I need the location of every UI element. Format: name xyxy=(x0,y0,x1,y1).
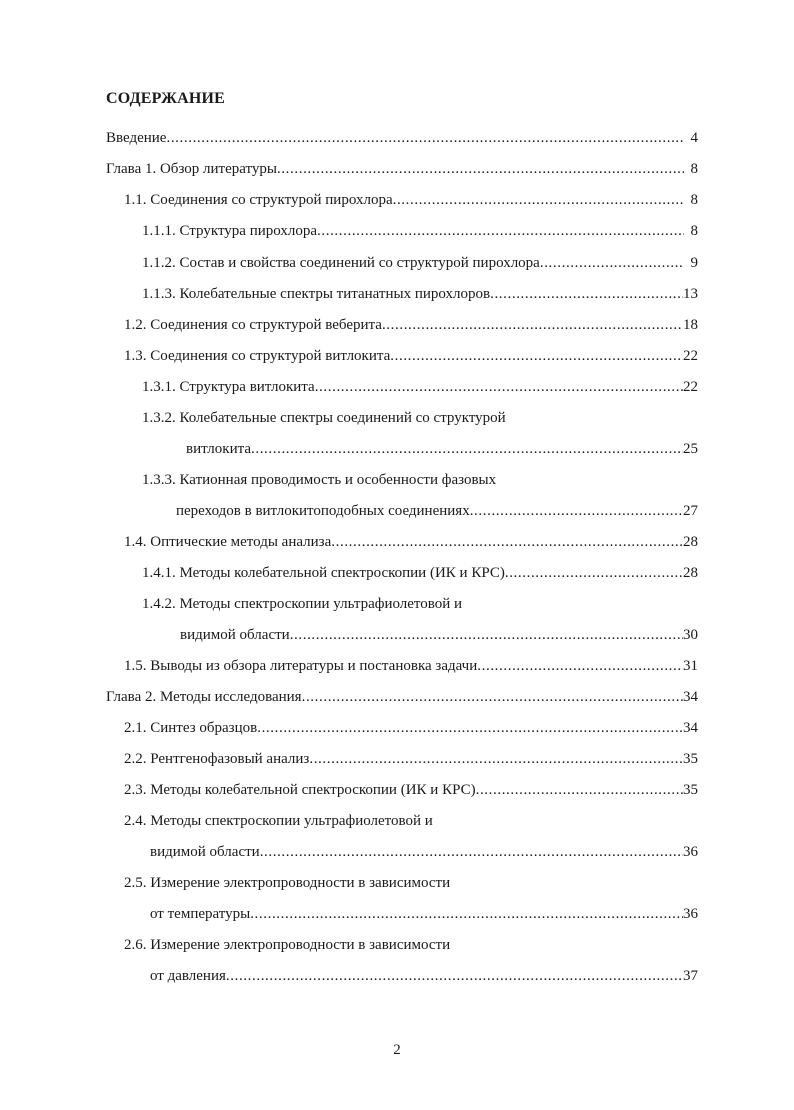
toc-entry-intro[interactable] xyxy=(106,127,698,149)
toc-entry-1-3-1[interactable] xyxy=(142,376,698,398)
toc-entry-2-5-line1[interactable]: 2.5. Измерение электропроводности в зависимости xyxy=(124,875,451,891)
toc-entry-text: 1.5. Выводы из обзора литературы и постановка задачи xyxy=(124,658,478,674)
dot-leader xyxy=(317,220,684,242)
toc-entry-page: 27 xyxy=(683,503,698,519)
toc-entry-page: 8 xyxy=(690,161,698,177)
toc-entry-text: Введение xyxy=(106,130,167,146)
dot-leader xyxy=(540,252,684,274)
toc-entry-text: от температуры xyxy=(150,906,251,922)
dot-leader xyxy=(470,500,683,522)
toc-title: СОДЕРЖАНИЕ xyxy=(106,90,226,107)
toc-entry-1-4-2[interactable] xyxy=(180,624,698,646)
dot-leader xyxy=(260,841,683,863)
toc-entry-text: Глава 2. Методы исследования xyxy=(106,689,302,705)
toc-entry-text: 2.2. Рентгенофазовый анализ xyxy=(124,751,310,767)
toc-entry-page: 28 xyxy=(683,565,698,581)
toc-entry-page: 37 xyxy=(683,968,698,984)
toc-entry-page: 25 xyxy=(683,441,698,457)
toc-entry-1-4-2-line1[interactable]: 1.4.2. Методы спектроскопии ультрафиолетовой и xyxy=(142,596,463,612)
toc-entry-text: видимой области xyxy=(150,844,260,860)
toc-entry-2-3[interactable] xyxy=(124,779,698,801)
dot-leader xyxy=(505,562,683,584)
toc-entry-text: Глава 1. Обзор литературы xyxy=(106,161,277,177)
toc-entry-2-4[interactable] xyxy=(150,841,698,863)
toc-entry-text: 2.1. Синтез образцов xyxy=(124,720,258,736)
toc-entry-page: 31 xyxy=(683,658,698,674)
dot-leader xyxy=(309,748,683,770)
toc-entry-1-3-2[interactable] xyxy=(186,438,698,460)
toc-entry-1-1[interactable] xyxy=(124,189,698,211)
toc-entry-chapter-1[interactable] xyxy=(106,158,698,180)
toc-entry-text: 2.3. Методы колебательной спектроскопии (ИК и КРС) xyxy=(124,782,476,798)
toc-entry-1-2[interactable] xyxy=(124,314,698,336)
dot-leader xyxy=(257,717,683,739)
toc-entry-text: видимой области xyxy=(180,627,290,643)
dot-leader xyxy=(490,283,683,305)
toc-entry-1-3-3[interactable] xyxy=(176,500,698,522)
dot-leader xyxy=(290,624,683,646)
toc-entry-page: 34 xyxy=(683,720,698,736)
toc-entry-1-1-3[interactable] xyxy=(142,283,698,305)
toc-entry-text: от давления xyxy=(150,968,226,984)
toc-entry-page: 35 xyxy=(683,782,698,798)
toc-entry-text: 1.3. Соединения со структурой витлокита xyxy=(124,348,391,364)
toc-entry-page: 28 xyxy=(683,534,698,550)
toc-entry-1-4[interactable] xyxy=(124,531,698,553)
dot-leader xyxy=(302,686,683,708)
dot-leader xyxy=(251,438,683,460)
toc-entry-page: 30 xyxy=(683,627,698,643)
toc-entry-page: 22 xyxy=(683,379,698,395)
toc-entry-2-2[interactable] xyxy=(124,748,698,770)
dot-leader xyxy=(476,779,683,801)
toc-entry-text: 1.4.1. Методы колебательной спектроскопии (ИК и КРС) xyxy=(142,565,505,581)
toc-entry-1-1-1[interactable] xyxy=(142,220,698,242)
toc-entry-1-5[interactable] xyxy=(124,655,698,677)
dot-leader xyxy=(166,127,684,149)
toc-entry-chapter-2[interactable] xyxy=(106,686,698,708)
toc-entry-page: 34 xyxy=(683,689,698,705)
dot-leader xyxy=(477,655,683,677)
toc-entry-2-1[interactable] xyxy=(124,717,698,739)
toc-entry-page: 8 xyxy=(690,223,698,239)
toc-entry-text: витлокита xyxy=(186,441,251,457)
toc-entry-page: 36 xyxy=(683,844,698,860)
toc-entry-text: 1.1.1. Структура пирохлора xyxy=(142,223,318,239)
toc-entry-text: 1.3.1. Структура витлокита xyxy=(142,379,315,395)
toc-entry-1-3[interactable] xyxy=(124,345,698,367)
toc-entry-1-1-2[interactable] xyxy=(142,252,698,274)
toc-entry-text: 1.4. Оптические методы анализа xyxy=(124,534,332,550)
toc-entry-1-3-2-line1[interactable]: 1.3.2. Колебательные спектры соединений со структурой xyxy=(142,410,506,426)
dot-leader xyxy=(315,376,683,398)
dot-leader xyxy=(393,189,684,211)
toc-entry-1-3-3-line1[interactable]: 1.3.3. Катионная проводимость и особенности фазовых xyxy=(142,472,497,488)
dot-leader xyxy=(226,965,683,987)
page-number: 2 xyxy=(393,1042,401,1058)
dot-leader xyxy=(277,158,684,180)
toc-entry-page: 13 xyxy=(683,286,698,302)
toc-entry-2-5[interactable] xyxy=(150,903,698,925)
dot-leader xyxy=(382,314,683,336)
dot-leader xyxy=(250,903,683,925)
dot-leader xyxy=(390,345,683,367)
dot-leader xyxy=(331,531,683,553)
toc-entry-page: 22 xyxy=(683,348,698,364)
toc-entry-text: 1.1.2. Состав и свойства соединений со структурой пирохлора xyxy=(142,255,540,271)
toc-entry-page: 4 xyxy=(690,130,698,146)
toc-entry-text: 1.2. Соединения со структурой веберита xyxy=(124,317,382,333)
toc-entry-1-4-1[interactable] xyxy=(142,562,698,584)
toc-entry-page: 36 xyxy=(683,906,698,922)
toc-entry-text: 1.1. Соединения со структурой пирохлора xyxy=(124,192,393,208)
toc-entry-text: 1.1.3. Колебательные спектры титанатных пирохлоров xyxy=(142,286,491,302)
toc-entry-page: 8 xyxy=(690,192,698,208)
toc-entry-2-6[interactable] xyxy=(150,965,698,987)
toc-entry-page: 9 xyxy=(690,255,698,271)
toc-entry-page: 18 xyxy=(683,317,698,333)
toc-entry-page: 35 xyxy=(683,751,698,767)
toc-entry-2-4-line1[interactable]: 2.4. Методы спектроскопии ультрафиолетовой и xyxy=(124,813,433,829)
toc-entry-text: переходов в витлокитоподобных соединениях xyxy=(176,503,470,519)
toc-entry-2-6-line1[interactable]: 2.6. Измерение электропроводности в зависимости xyxy=(124,937,451,953)
